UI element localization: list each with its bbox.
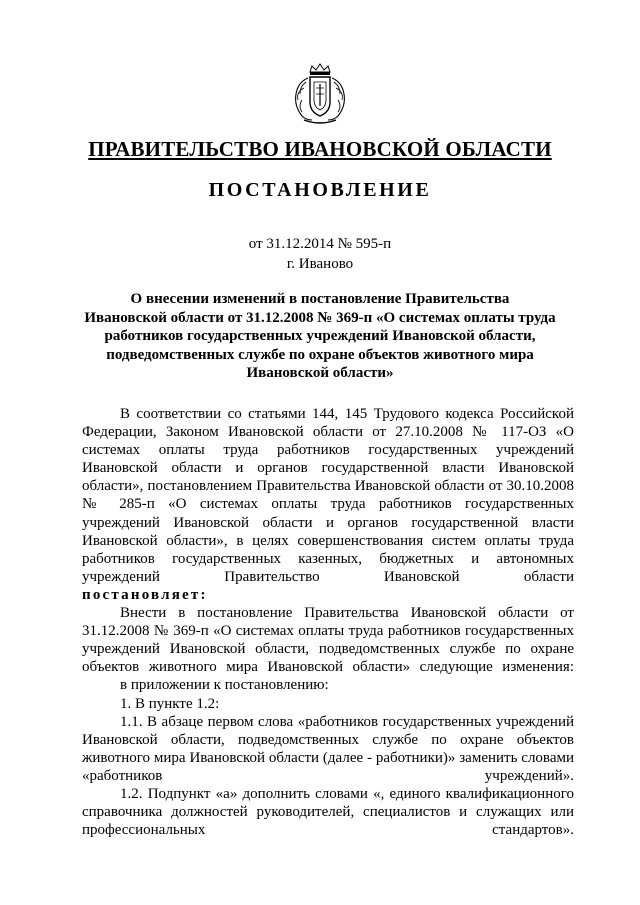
body-paragraph: Внести в постановление Правительства Ивановской области от 31.12.2008 № 369-п «О системах оплаты труда работников государственных учреждений Ивановской области, подведомственных службе по охране объектов животного мира Ивановской области» следующие изменения:: [82, 605, 574, 676]
subject-line: Ивановской области»: [246, 365, 394, 381]
subject-line: работников государственных учреждений Ивановской области,: [104, 328, 536, 344]
subject-line: О внесении изменений в постановление Правительства: [130, 291, 510, 307]
preamble-paragraph: В соответствии со статьями 144, 145 Трудового кодекса Российской Федерации, Законом Ивановской области от 27.10.2008 № 117-ОЗ «О системах оплаты труда работников государственных учреждений Ивановской области и органов государственной власти Ивановской области», постановлением Правительства Ивановской области от 30.10.2008 № 285-п «О системах оплаты труда работников государственных учреждений Ивановской области и органов государственной власти Ивановской области», в целях совершенствования систем оплаты труда работников государственных казенных, бюджетных и автономных учреждений Правительство Ивановской области: [82, 406, 574, 585]
resolves-keyword: постановляет:: [82, 586, 208, 603]
government-title: ПРАВИТЕЛЬСТВО ИВАНОВСКОЙ ОБЛАСТИ: [88, 137, 552, 161]
document-type: ПОСТАНОВЛЕНИЕ: [208, 179, 432, 201]
body-paragraph: 1. В пункте 1.2:: [120, 695, 220, 712]
body-paragraph: 1.1. В абзаце первом слова «работников государственных учреждений Ивановской области, подведомственных службе по охране объектов животного мира Ивановской области (далее - работники)» заменить словами «работников учреждений».: [82, 713, 574, 784]
body-paragraph: в приложении к постановлению:: [120, 677, 329, 694]
document-subject: [80, 290, 560, 383]
subject-line: Ивановской области от 31.12.2008 № 369-п «О системах оплаты труда: [84, 309, 556, 326]
document-city: г. Иваново: [286, 256, 354, 272]
document-body: [82, 405, 574, 839]
body-paragraph: 1.2. Подпункт «а» дополнить словами «, единого квалификационного справочника должностей руководителей, специалистов и служащих или профессиональных стандартов».: [82, 785, 574, 839]
document-date-number: от 31.12.2014 № 595-п: [248, 236, 392, 252]
ivanovo-coat-of-arms-icon: [290, 62, 350, 126]
subject-line: подведомственных службе по охране объектов животного мира: [106, 346, 534, 363]
